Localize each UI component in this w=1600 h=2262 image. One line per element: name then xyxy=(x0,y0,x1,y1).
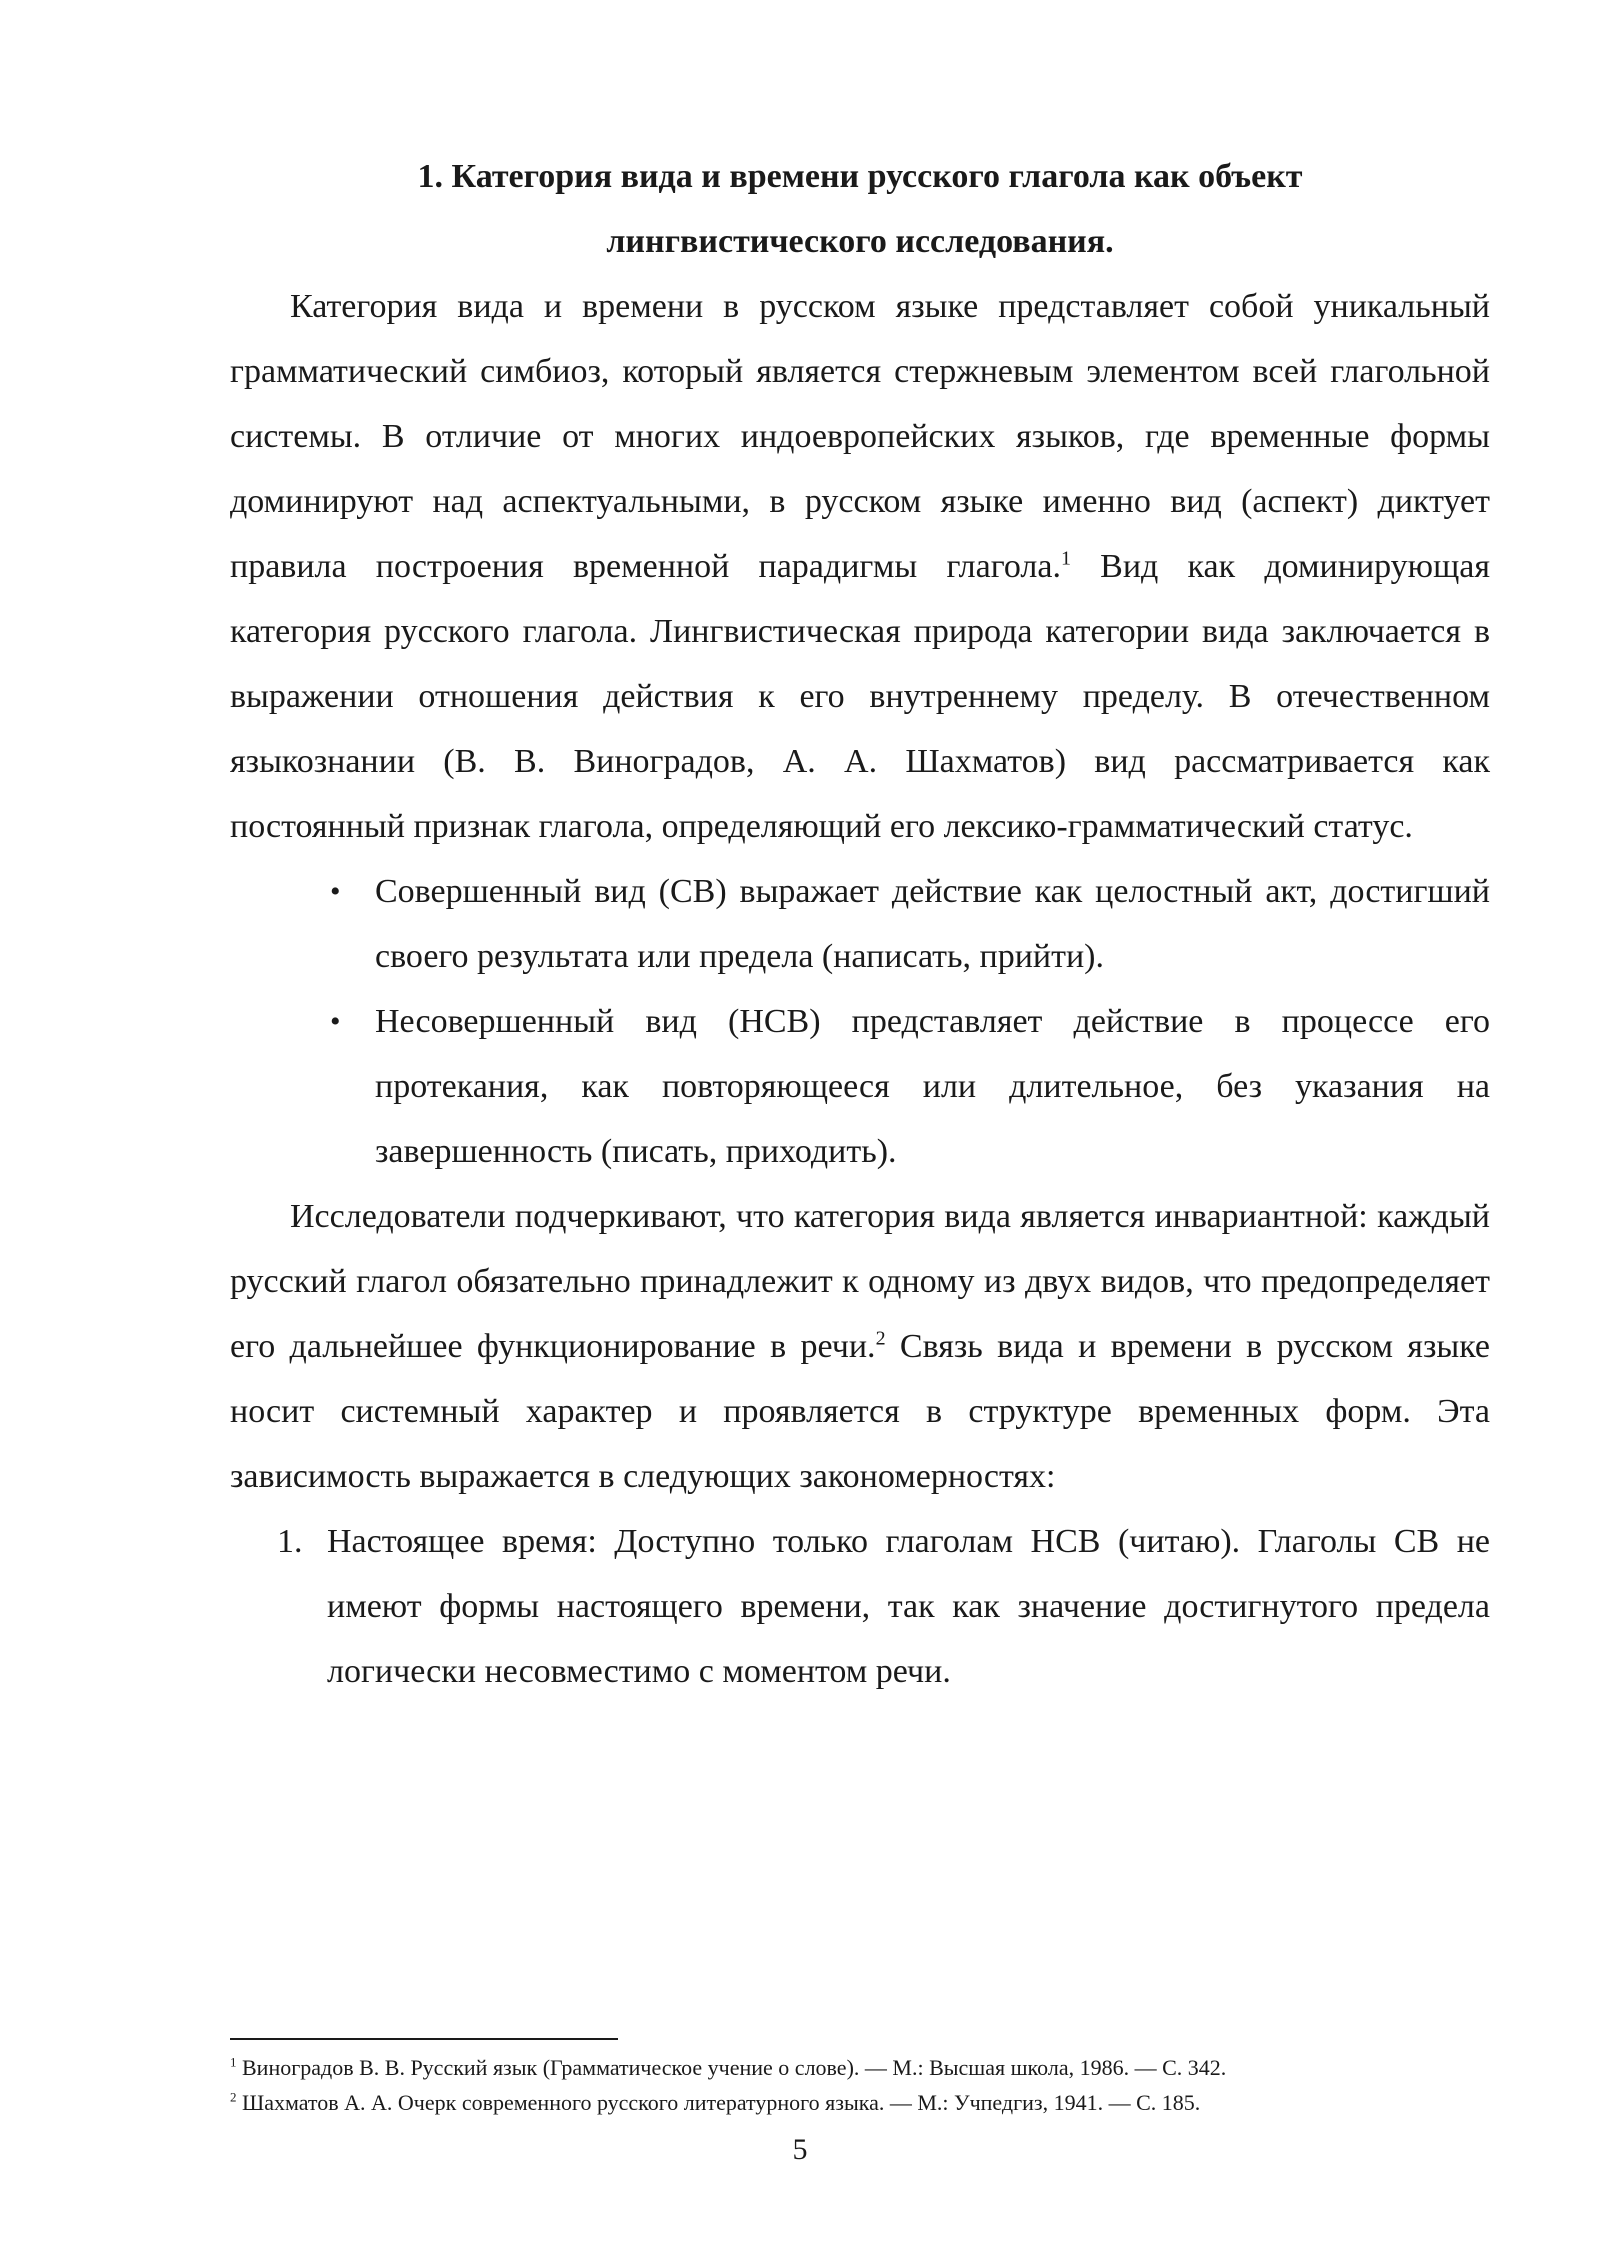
footnote-separator xyxy=(230,2038,618,2040)
footnotes xyxy=(230,2050,1490,2120)
footnote-text: Виноградов В. В. Русский язык (Грамматическое учение о слове). — М.: Высшая школа, 1986. — С. 342. xyxy=(236,2055,1227,2080)
footnote-ref-2[interactable]: 2 xyxy=(875,1327,886,1350)
numbered-text: Настоящее время: Доступно только глаголам НСВ (читаю). Глаголы СВ не имеют формы настоящего времени, так как значение достигнутого предела логически несовместимо с моментом речи. xyxy=(327,1523,1490,1690)
bullet-icon: • xyxy=(330,1005,341,1038)
footnote-2 xyxy=(230,2085,1490,2120)
paragraph-1-part-a: Категория вида и времени в русском языке представляет собой уникальный грамматический симбиоз, который является стержневым элементом всей глагольной системы. В отличие от многих индоевропейских языков, где временные формы доминируют над аспектуальными, в русском языке именно вид (аспект) диктует правила построения временной парадигмы глагола. xyxy=(230,288,1490,585)
aspect-bullet-list xyxy=(230,859,1490,1184)
paragraph-2-part-b: Связь вида и времени в русском языке носит системный характер и проявляется в структуре временных форм. Эта зависимость выражается в следующих закономерностях: xyxy=(230,1328,1490,1495)
section-heading-line-2: лингвистического исследования. xyxy=(606,223,1114,260)
footnote-text: Шахматов А. А. Очерк современного русского литературного языка. — М.: Учпедгиз, 1941. — С. 185. xyxy=(236,2090,1201,2115)
list-item xyxy=(330,989,1490,1184)
footnote-ref-1[interactable]: 1 xyxy=(1060,547,1071,570)
bullet-text: Совершенный вид (СВ) выражает действие как целостный акт, достигший своего результата или предела (написать, прийти). xyxy=(375,873,1490,975)
page-number: 5 xyxy=(792,2133,808,2166)
paragraph-2 xyxy=(230,1184,1490,1509)
list-item xyxy=(277,1509,1490,1704)
paragraph-2-part-a: Исследователи подчеркивают, что категория вида является инвариантной: каждый русский глагол обязательно принадлежит к одному из двух видов, что предопределяет его дальнейшее функционирование в речи. xyxy=(230,1198,1490,1365)
list-item xyxy=(330,859,1490,989)
footnote-mark: 1 xyxy=(230,2054,237,2070)
list-number: 1. xyxy=(277,1523,303,1560)
body-text xyxy=(230,274,1490,1704)
section-heading-line-1: 1. Категория вида и времени русского глагола как объект xyxy=(417,158,1303,195)
paragraph-1 xyxy=(230,274,1490,859)
bullet-text: Несовершенный вид (НСВ) представляет действие в процессе его протекания, как повторяющееся или длительное, без указания на завершенность (писать, приходить). xyxy=(375,1003,1490,1170)
footnote-1 xyxy=(230,2050,1490,2085)
paragraph-1-part-b: Вид как доминирующая категория русского глагола. Лингвистическая природа категории вида заключается в выражении отношения действия к его внутреннему пределу. В отечественном языкознании (В. В. Виноградов, А. А. Шахматов) вид рассматривается как постоянный признак глагола, определяющий его лексико-грамматический статус. xyxy=(230,548,1490,845)
tense-numbered-list xyxy=(230,1509,1490,1704)
footnote-mark: 2 xyxy=(230,2089,237,2105)
bullet-icon: • xyxy=(330,875,341,908)
